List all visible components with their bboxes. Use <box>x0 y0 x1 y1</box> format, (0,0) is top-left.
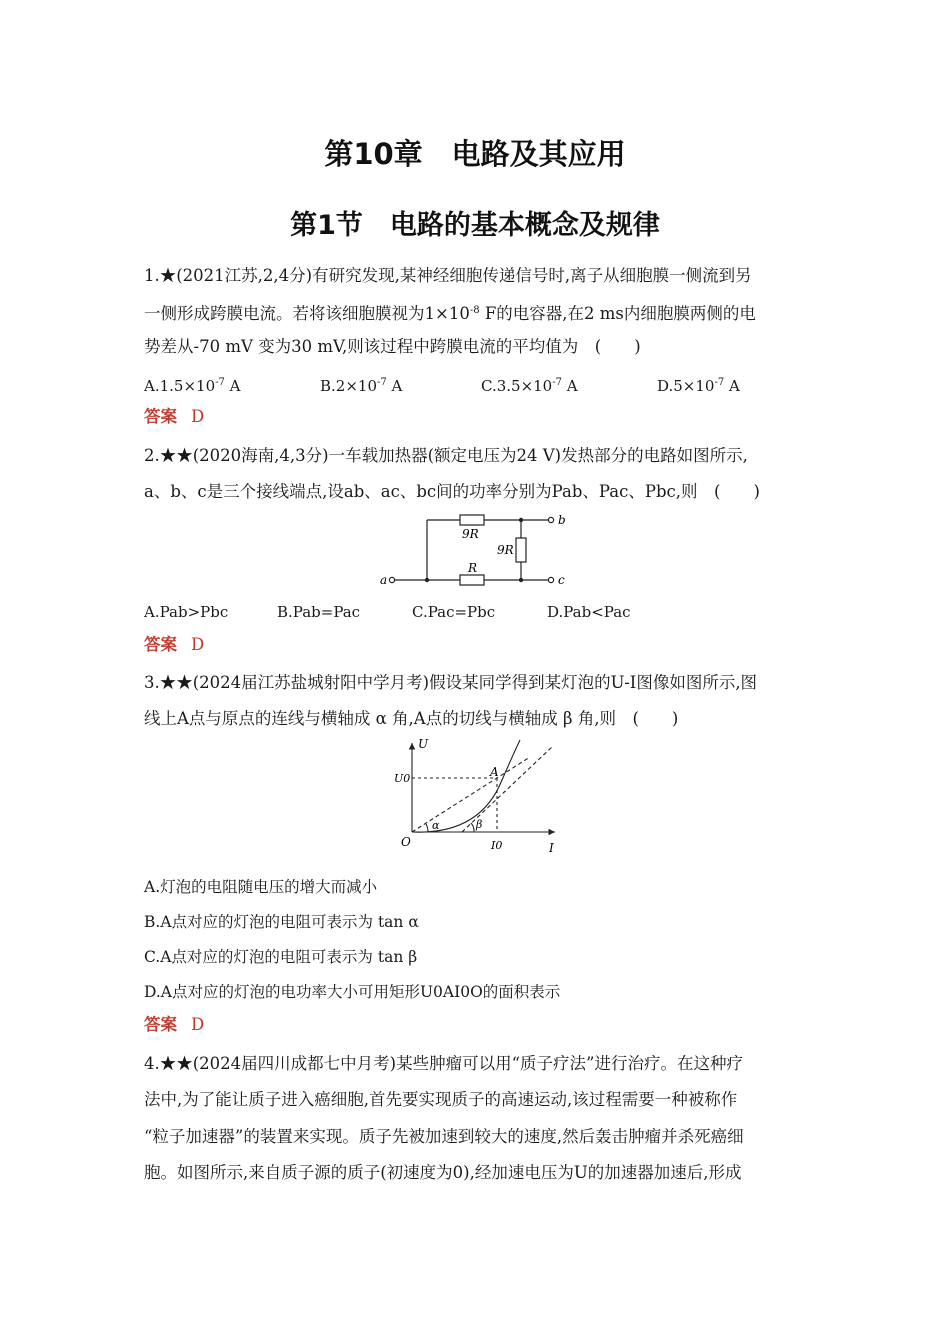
q1-option-d-label: D.5×10 <box>657 377 715 395</box>
q3-answer <box>144 1014 204 1036</box>
q3-line2: 线上A点与原点的连线与横轴成 α 角,A点的切线与横轴成 β 角,则 ( ) <box>144 709 679 728</box>
axis-label-u: U <box>418 737 429 751</box>
label-c: c <box>558 573 565 587</box>
q1-line1: 1.★(2021江苏,2,4分)有研究发现,某神经细胞传递信号时,离子从细胞膜一侧流到另 <box>144 266 752 285</box>
q3-option-c: C.A点对应的灯泡的电阻可表示为 tan β <box>144 948 418 966</box>
q2-line1: 2.★★(2020海南,4,3分)一车载加热器(额定电压为24 V)发热部分的电路如图所示, <box>144 446 748 465</box>
q1-option-a-unit: A <box>224 377 241 395</box>
q2-option-b: B.Pab=Pac <box>277 603 361 621</box>
q1-line2-exp: -8 <box>469 305 480 316</box>
q1-option-b <box>320 372 402 397</box>
q2-answer <box>144 634 204 656</box>
resistor-top <box>460 515 484 525</box>
q3-answer-label: 答案 <box>144 1015 177 1034</box>
q1-option-d <box>657 372 740 397</box>
q3-answer-value: D <box>191 1015 205 1034</box>
alpha-label: α <box>432 819 440 832</box>
q1-option-b-exp: -7 <box>377 377 387 388</box>
ui-curve <box>412 740 520 832</box>
q4-line4: 胞。如图所示,来自质子源的质子(初速度为0),经加速电压为U的加速器加速后,形成 <box>144 1163 742 1182</box>
q1-line2 <box>144 300 756 325</box>
q4-line1: 4.★★(2024届四川成都七中月考)某些肿瘤可以用“质子疗法”进行治疗。在这种疗 <box>144 1054 743 1073</box>
q1-option-c-label: C.3.5×10 <box>481 377 553 395</box>
q3-option-b: B.A点对应的灯泡的电阻可表示为 tan α <box>144 913 419 931</box>
origin-label: O <box>401 835 411 849</box>
label-b: b <box>558 513 566 527</box>
q1-line3: 势差从-70 mV 变为30 mV,则该过程中跨膜电流的平均值为 ( ) <box>144 337 641 356</box>
q1-option-a-label: A.1.5×10 <box>144 377 216 395</box>
q2-answer-label: 答案 <box>144 635 177 654</box>
q1-answer-label: 答案 <box>144 407 177 426</box>
q2-circuit-diagram <box>380 508 580 592</box>
q1-option-c <box>481 372 578 397</box>
q1-answer <box>144 406 204 428</box>
q2-line2: a、b、c是三个接线端点,设ab、ac、bc间的功率分别为Pab、Pac、Pbc,则 ( ) <box>144 482 760 501</box>
q3-ui-graph <box>390 735 570 855</box>
resistor-bottom <box>460 575 484 585</box>
terminal-a <box>389 577 394 582</box>
chapter-title: 第10章 电路及其应用 <box>324 137 626 171</box>
terminal-b <box>548 517 553 522</box>
junction-left <box>425 578 429 582</box>
q3-option-a: A.灯泡的电阻随电压的增大而减小 <box>144 878 378 896</box>
q2-answer-value: D <box>191 635 205 654</box>
q1-line2-b: F的电容器,在2 ms内细胞膜两侧的电 <box>479 304 756 323</box>
label-9r-top: 9R <box>462 527 479 541</box>
i0-label: I0 <box>491 839 503 852</box>
q1-option-c-unit: A <box>561 377 578 395</box>
junction-bottom-right <box>519 578 523 582</box>
q1-option-b-label: B.2×10 <box>320 377 377 395</box>
beta-label: β <box>476 818 483 831</box>
q1-option-d-unit: A <box>724 377 740 395</box>
q1-line2-a: 一侧形成跨膜电流。若将该细胞膜视为1×10 <box>144 304 470 323</box>
q4-line3: “粒子加速器”的装置来实现。质子先被加速到较大的速度,然后轰击肿瘤并杀死癌细 <box>144 1127 744 1146</box>
section-title: 第1节 电路的基本概念及规律 <box>290 210 660 241</box>
q1-option-a-exp: -7 <box>215 377 225 388</box>
origin-line <box>412 757 530 832</box>
terminal-c <box>548 577 553 582</box>
beta-arc <box>471 823 474 832</box>
q1-option-a <box>144 372 240 397</box>
alpha-arc <box>426 824 428 832</box>
label-r-bottom: R <box>468 561 478 575</box>
label-9r-right: 9R <box>497 543 514 557</box>
q3-option-d: D.A点对应的灯泡的电功率大小可用矩形U0AI0O的面积表示 <box>144 983 561 1001</box>
q3-line1: 3.★★(2024届江苏盐城射阳中学月考)假设某同学得到某灯泡的U-I图像如图所示,图 <box>144 673 758 692</box>
label-a: a <box>380 573 388 587</box>
q1-option-b-unit: A <box>386 377 403 395</box>
junction-top-right <box>519 518 523 522</box>
q4-line2: 法中,为了能让质子进入癌细胞,首先要实现质子的高速运动,该过程需要一种被称作 <box>144 1090 738 1109</box>
q1-answer-value: D <box>191 407 205 426</box>
q2-option-a: A.Pab>Pbc <box>144 603 229 621</box>
q1-option-d-exp: -7 <box>714 377 725 388</box>
point-a-label: A <box>490 765 499 779</box>
q1-option-c-exp: -7 <box>552 377 562 388</box>
q2-option-d: D.Pab<Pac <box>547 603 631 621</box>
u0-label: U0 <box>394 772 411 785</box>
q2-option-c: C.Pac=Pbc <box>412 603 496 621</box>
axis-label-i: I <box>549 841 554 855</box>
resistor-right <box>516 538 526 562</box>
